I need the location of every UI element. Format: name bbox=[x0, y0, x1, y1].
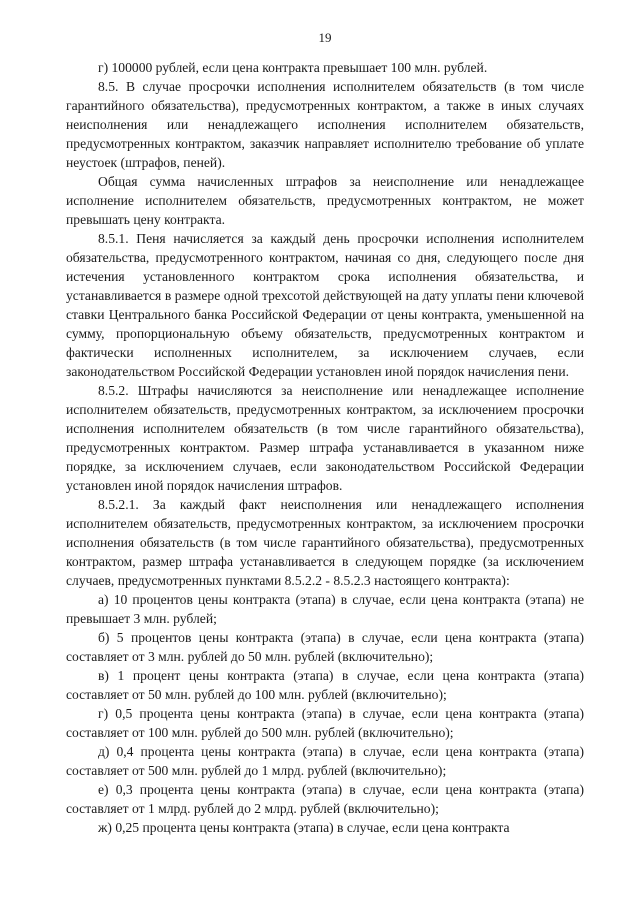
list-item-zh: ж) 0,25 процента цены контракта (этапа) в случае, если цена контракта bbox=[98, 820, 510, 835]
list-item-g: г) 0,5 процента цены контракта (этапа) в случае, если цена контракта (этапа) составляет от 100 млн. рублей до 500 млн. рублей (включительно); bbox=[66, 706, 584, 740]
paragraph-8-5: 8.5. В случае просрочки исполнения исполнителем обязательств (в том числе гарантийного обязательства), предусмотренных контрактом, а также в иных случаях неисполнения или ненадлежащего исполнения исполнителем обязательств, предусмотренных контрактом, заказчик направляет исполнителю требование об уплате неустоек (штрафов, пеней). bbox=[66, 79, 584, 170]
paragraph-8-5-2-1: 8.5.2.1. За каждый факт неисполнения или ненадлежащего исполнения исполнителем обязательств, предусмотренных контрактом, за исключением просрочки исполнения обязательств (в том числе гарантийного обязательства), предусмотренных контрактом, размер штрафа устанавливается в следующем порядке (за исключением случаев, предусмотренных пунктами 8.5.2.2 - 8.5.2.3 настоящего контракта): bbox=[66, 497, 584, 588]
list-item-d: д) 0,4 процента цены контракта (этапа) в случае, если цена контракта (этапа) составляет от 500 млн. рублей до 1 млрд. рублей (включительно); bbox=[66, 744, 584, 778]
list-item-b: б) 5 процентов цены контракта (этапа) в случае, если цена контракта (этапа) составляет от 3 млн. рублей до 50 млн. рублей (включительно); bbox=[66, 630, 584, 664]
list-item-v: в) 1 процент цены контракта (этапа) в случае, если цена контракта (этапа) составляет от 50 млн. рублей до 100 млн. рублей (включительно); bbox=[66, 668, 584, 702]
paragraph-8-5-1: 8.5.1. Пеня начисляется за каждый день просрочки исполнения исполнителем обязательства, предусмотренного контрактом, начиная со дня, следующего после дня истечения установленного контрактом срока исполнения обязательства, и устанавливается в размере одной трехсотой действующей на дату уплаты пени ключевой ставки Центрального банка Российской Федерации от цены контракта, уменьшенной на сумму, пропорциональную объему обязательств, предусмотренных контрактом и фактически исполненных исполнителем, за исключением случаев, если законодательством Российской Федерации установлен иной порядок начисления пени. bbox=[66, 231, 584, 379]
paragraph-8-5-2: 8.5.2. Штрафы начисляются за неисполнение или ненадлежащее исполнение исполнителем обязательств, предусмотренных контрактом, за исключением просрочки исполнения исполнителем обязательств (в том числе гарантийного обязательства), предусмотренных контрактом. Размер штрафа устанавливается в указанном ниже порядке, за исключением случаев, если законодательством Российской Федерации установлен иной порядок начисления штрафов. bbox=[66, 383, 584, 493]
page-number: 19 bbox=[318, 30, 332, 45]
list-item-a: а) 10 процентов цены контракта (этапа) в случае, если цена контракта (этапа) не превышает 3 млн. рублей; bbox=[66, 592, 584, 626]
paragraph-item-g-limit: г) 100000 рублей, если цена контракта превышает 100 млн. рублей. bbox=[98, 60, 488, 75]
paragraph-total-penalty: Общая сумма начисленных штрафов за неисполнение или ненадлежащее исполнение исполнителем обязательств, предусмотренных контрактом, не может превышать цену контракта. bbox=[66, 174, 584, 227]
document-body bbox=[66, 58, 584, 837]
list-item-e: е) 0,3 процента цены контракта (этапа) в случае, если цена контракта (этапа) составляет от 1 млрд. рублей до 2 млрд. рублей (включительно); bbox=[66, 782, 584, 816]
